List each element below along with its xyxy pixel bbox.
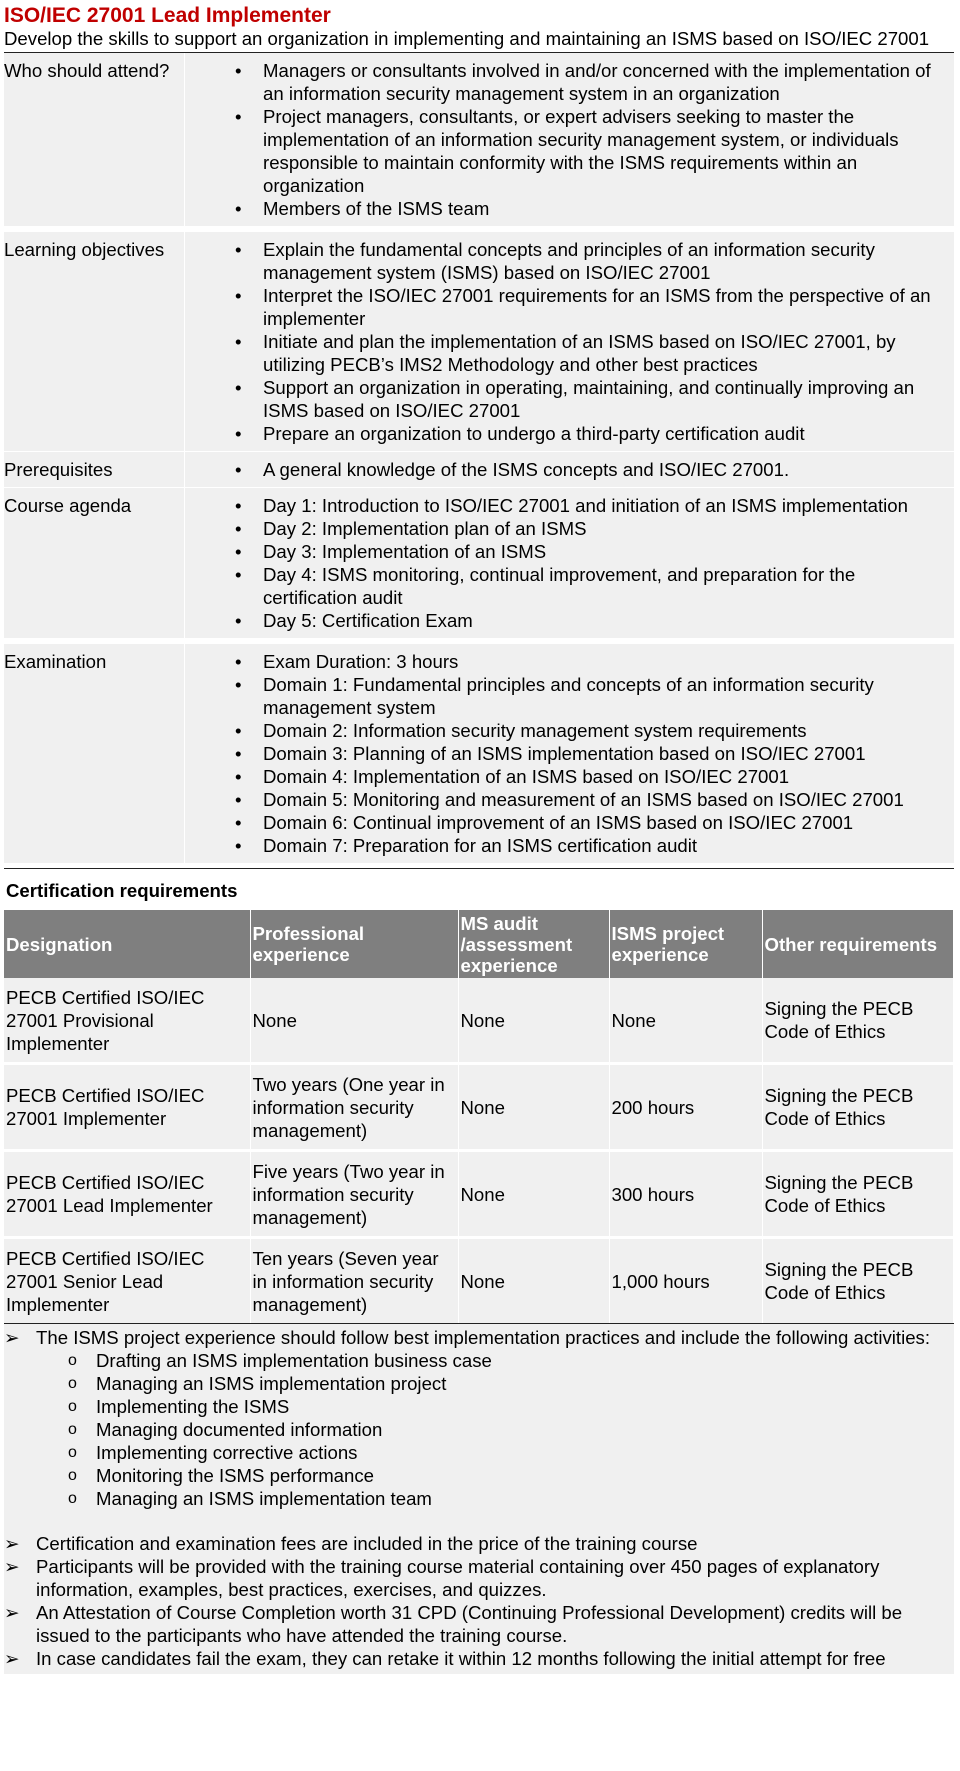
section-label: Who should attend? (4, 53, 185, 226)
list-item: • Day 4: ISMS monitoring, continual improvement, and preparation for the certification audit (235, 563, 946, 609)
bullet-list (185, 238, 946, 445)
list-item: • Domain 7: Preparation for an ISMS certification audit (235, 834, 946, 857)
activity-item: o Drafting an ISMS implementation business case (68, 1349, 946, 1372)
bullet-list (185, 650, 946, 857)
table-cell: 1,000 hours (609, 1238, 762, 1324)
arrow-bullet-icon: ➢ (4, 1533, 20, 1554)
info-section (4, 232, 954, 452)
course-subtitle: Develop the skills to support an organization in implementing and maintaining an ISMS based on ISO/IEC 27001 (4, 28, 930, 49)
notes-section (4, 1324, 954, 1674)
activity-item: o Monitoring the ISMS performance (68, 1464, 946, 1487)
bullet-list (185, 458, 946, 481)
arrow-bullet-icon: ➢ (4, 1327, 20, 1348)
table-row (4, 1064, 954, 1151)
general-notes (4, 1532, 946, 1670)
list-item: • Domain 4: Implementation of an ISMS based on ISO/IEC 27001 (235, 765, 946, 788)
note-item (4, 1532, 946, 1555)
table-cell: PECB Certified ISO/IEC 27001 Lead Implementer (4, 1151, 250, 1238)
table-cell: 200 hours (609, 1064, 762, 1151)
section-content (185, 488, 954, 638)
certification-heading: Certification requirements (4, 868, 954, 910)
table-cell: Signing the PECB Code of Ethics (762, 1238, 954, 1324)
table-cell: None (458, 1238, 609, 1324)
column-header: Professional experience (250, 910, 458, 978)
table-body (4, 978, 954, 1324)
list-item: • Domain 3: Planning of an ISMS implementation based on ISO/IEC 27001 (235, 742, 946, 765)
list-item: • Explain the fundamental concepts and principles of an information security management system (ISMS) based on ISO/IEC 27001 (235, 238, 946, 284)
activity-item: o Managing documented information (68, 1418, 946, 1441)
note-text: The ISMS project experience should follow best implementation practices and include the following activities: (36, 1327, 930, 1348)
list-item: • Managers or consultants involved in and/or concerned with the implementation of an information security management system in an organization (235, 59, 946, 105)
table-cell: PECB Certified ISO/IEC 27001 Implementer (4, 1064, 250, 1151)
table-cell: PECB Certified ISO/IEC 27001 Provisional Implementer (4, 978, 250, 1064)
list-item: • Interpret the ISO/IEC 27001 requirements for an ISMS from the perspective of an implementer (235, 284, 946, 330)
table-cell: Five years (Two year in information security management) (250, 1151, 458, 1238)
note-text: Participants will be provided with the training course material containing over 450 pages of explanatory information, examples, best practices, exercises, and quizzes. (36, 1556, 880, 1600)
table-row (4, 978, 954, 1064)
note-item (4, 1601, 946, 1647)
info-section (4, 452, 954, 488)
activity-item: o Managing an ISMS implementation team (68, 1487, 946, 1510)
table-cell: None (458, 1151, 609, 1238)
info-section (4, 488, 954, 639)
activity-item: o Managing an ISMS implementation project (68, 1372, 946, 1395)
certification-table (4, 910, 954, 1324)
info-section (4, 644, 954, 864)
table-cell: None (609, 978, 762, 1064)
course-info-sections (4, 53, 954, 864)
section-label: Course agenda (4, 488, 185, 638)
list-item: • Support an organization in operating, maintaining, and continually improving an ISMS based on ISO/IEC 27001 (235, 376, 946, 422)
table-cell: None (458, 1064, 609, 1151)
list-item: • Initiate and plan the implementation of an ISMS based on ISO/IEC 27001, by utilizing PECB’s IMS2 Methodology and other best practices (235, 330, 946, 376)
list-item: • Domain 2: Information security management system requirements (235, 719, 946, 742)
table-cell: Signing the PECB Code of Ethics (762, 1064, 954, 1151)
list-item: • Prepare an organization to undergo a third-party certification audit (235, 422, 946, 445)
list-item: • Domain 5: Monitoring and measurement of an ISMS based on ISO/IEC 27001 (235, 788, 946, 811)
note-text: In case candidates fail the exam, they can retake it within 12 months following the initial attempt for free (36, 1648, 886, 1669)
section-content (185, 452, 954, 487)
list-item: • Members of the ISMS team (235, 197, 946, 220)
table-cell: Ten years (Seven year in information security management) (250, 1238, 458, 1324)
table-header-row (4, 910, 954, 978)
arrow-bullet-icon: ➢ (4, 1648, 20, 1669)
table-cell: Signing the PECB Code of Ethics (762, 978, 954, 1064)
arrow-bullet-icon: ➢ (4, 1602, 20, 1623)
activity-list (4, 1349, 946, 1510)
note-text: Certification and examination fees are included in the price of the training course (36, 1533, 698, 1554)
table-cell: None (250, 978, 458, 1064)
table-row (4, 1151, 954, 1238)
bullet-list (185, 494, 946, 632)
note-text: An Attestation of Course Completion worth 31 CPD (Continuing Professional Development) credits will be issued to the participants who have attended the training course. (36, 1602, 903, 1646)
list-item: • Day 2: Implementation plan of an ISMS (235, 517, 946, 540)
note-item (4, 1555, 946, 1601)
list-item: • Exam Duration: 3 hours (235, 650, 946, 673)
course-title: ISO/IEC 27001 Lead Implementer (4, 4, 331, 27)
spacer (4, 1510, 946, 1532)
section-content (185, 644, 954, 863)
table-cell: None (458, 978, 609, 1064)
column-header: Other requirements (762, 910, 954, 978)
document-page (0, 4, 960, 1674)
note-item (4, 1326, 946, 1349)
arrow-bullet-icon: ➢ (4, 1556, 20, 1577)
section-label: Examination (4, 644, 185, 863)
note-item (4, 1647, 946, 1670)
list-item: • A general knowledge of the ISMS concepts and ISO/IEC 27001. (235, 458, 946, 481)
table-row (4, 1238, 954, 1324)
section-label: Learning objectives (4, 232, 185, 451)
list-item: • Project managers, consultants, or expert advisers seeking to master the implementation of an information security management system, or individuals responsible to maintain conformity with the ISMS requirements within an organization (235, 105, 946, 197)
list-item: • Domain 6: Continual improvement of an ISMS based on ISO/IEC 27001 (235, 811, 946, 834)
section-label: Prerequisites (4, 452, 185, 487)
list-item: • Day 1: Introduction to ISO/IEC 27001 and initiation of an ISMS implementation (235, 494, 946, 517)
activity-item: o Implementing the ISMS (68, 1395, 946, 1418)
bullet-list (185, 59, 946, 220)
info-section (4, 53, 954, 227)
table-cell: 300 hours (609, 1151, 762, 1238)
list-item: • Day 3: Implementation of an ISMS (235, 540, 946, 563)
section-content (185, 232, 954, 451)
table-cell: PECB Certified ISO/IEC 27001 Senior Lead Implementer (4, 1238, 250, 1324)
list-item: • Day 5: Certification Exam (235, 609, 946, 632)
table-cell: Signing the PECB Code of Ethics (762, 1151, 954, 1238)
column-header: Designation (4, 910, 250, 978)
column-header: ISMS project experience (609, 910, 762, 978)
table-cell: Two years (One year in information security management) (250, 1064, 458, 1151)
activity-item: o Implementing corrective actions (68, 1441, 946, 1464)
section-content (185, 53, 954, 226)
list-item: • Domain 1: Fundamental principles and concepts of an information security management system (235, 673, 946, 719)
column-header: MS audit /assessment experience (458, 910, 609, 978)
